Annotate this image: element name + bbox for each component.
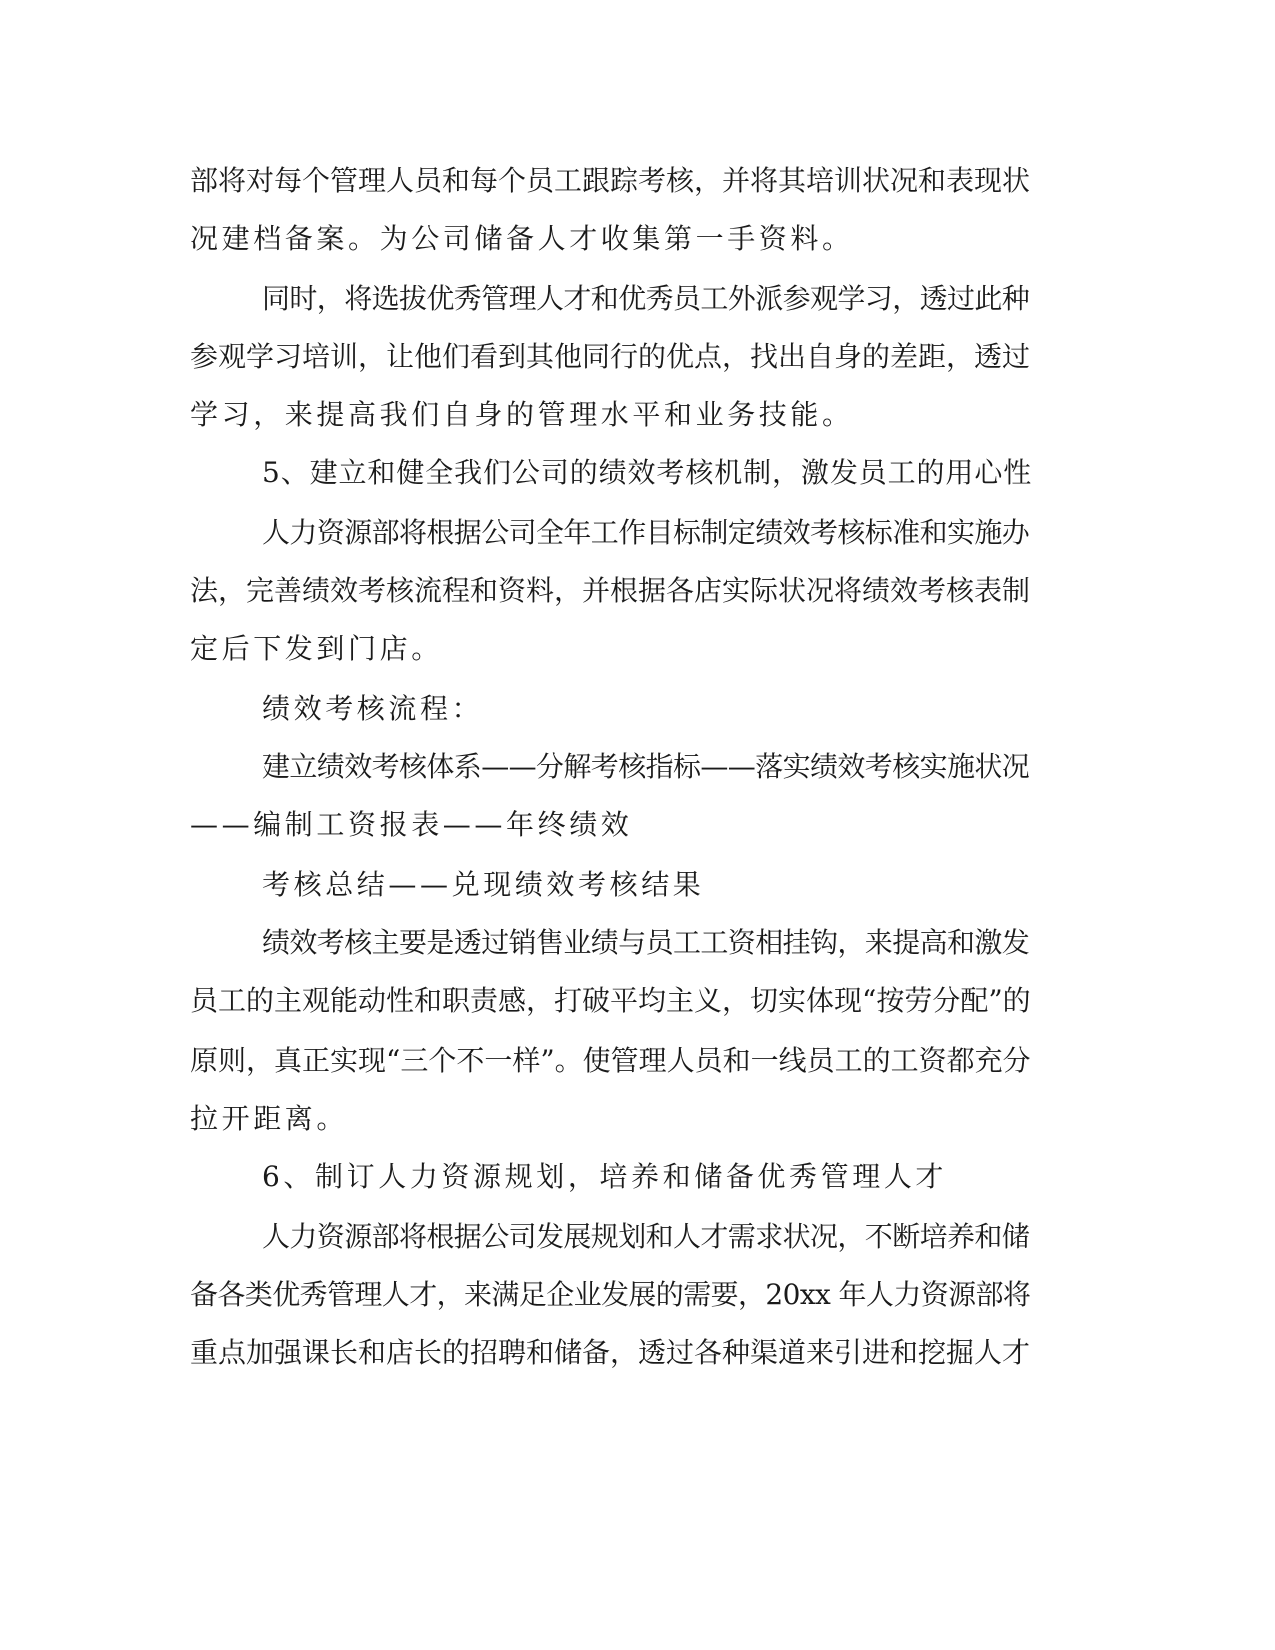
paragraph-line: 绩效考核流程： bbox=[262, 692, 484, 725]
paragraph-line: 参观学习培训，让他们看到其他同行的优点，找出自身的差距，透过 bbox=[190, 340, 1031, 373]
paragraph-line: 定后下发到门店。 bbox=[190, 632, 443, 665]
paragraph-line: 同时，将选拔优秀管理人才和优秀员工外派参观学习，透过此种 bbox=[262, 282, 1030, 315]
section-heading: 5、建立和健全我们公司的绩效考核机制，激发员工的用心性 bbox=[262, 456, 1033, 489]
paragraph-line: 备各类优秀管理人才，来满足企业发展的需要，20xx 年人力资源部将 bbox=[190, 1278, 1031, 1311]
paragraph-line: 学习，来提高我们自身的管理水平和业务技能。 bbox=[190, 398, 854, 431]
paragraph-line: 建立绩效考核体系——分解考核指标——落实绩效考核实施状况 bbox=[262, 750, 1030, 783]
paragraph-line: 人力资源部将根据公司全年工作目标制定绩效考核标准和实施办 bbox=[262, 516, 1030, 549]
paragraph-line: 绩效考核主要是透过销售业绩与员工工资相挂钩，来提高和激发 bbox=[262, 926, 1030, 959]
section-heading: 6、制订人力资源规划，培养和储备优秀管理人才 bbox=[262, 1160, 948, 1193]
paragraph-line: 人力资源部将根据公司发展规划和人才需求状况，不断培养和储 bbox=[262, 1220, 1030, 1253]
paragraph-line: 法，完善绩效考核流程和资料，并根据各店实际状况将绩效考核表制 bbox=[190, 574, 1031, 607]
paragraph-line: 部将对每个管理人员和每个员工跟踪考核，并将其培训状况和表现状 bbox=[190, 164, 1031, 197]
paragraph-line: 况建档备案。为公司储备人才收集第一手资料。 bbox=[190, 222, 854, 255]
paragraph-line: ——编制工资报表——年终绩效 bbox=[190, 808, 633, 841]
paragraph-line: 重点加强课长和店长的招聘和储备，透过各种渠道来引进和挖掘人才 bbox=[190, 1336, 1031, 1369]
paragraph-line: 考核总结——兑现绩效考核结果 bbox=[262, 868, 705, 901]
paragraph-line: 拉开距离。 bbox=[190, 1102, 349, 1135]
paragraph-line: 员工的主观能动性和职责感，打破平均主义，切实体现“按劳分配”的 bbox=[190, 984, 1031, 1017]
paragraph-line: 原则，真正实现“三个不一样”。使管理人员和一线员工的工资都充分 bbox=[190, 1044, 1031, 1077]
